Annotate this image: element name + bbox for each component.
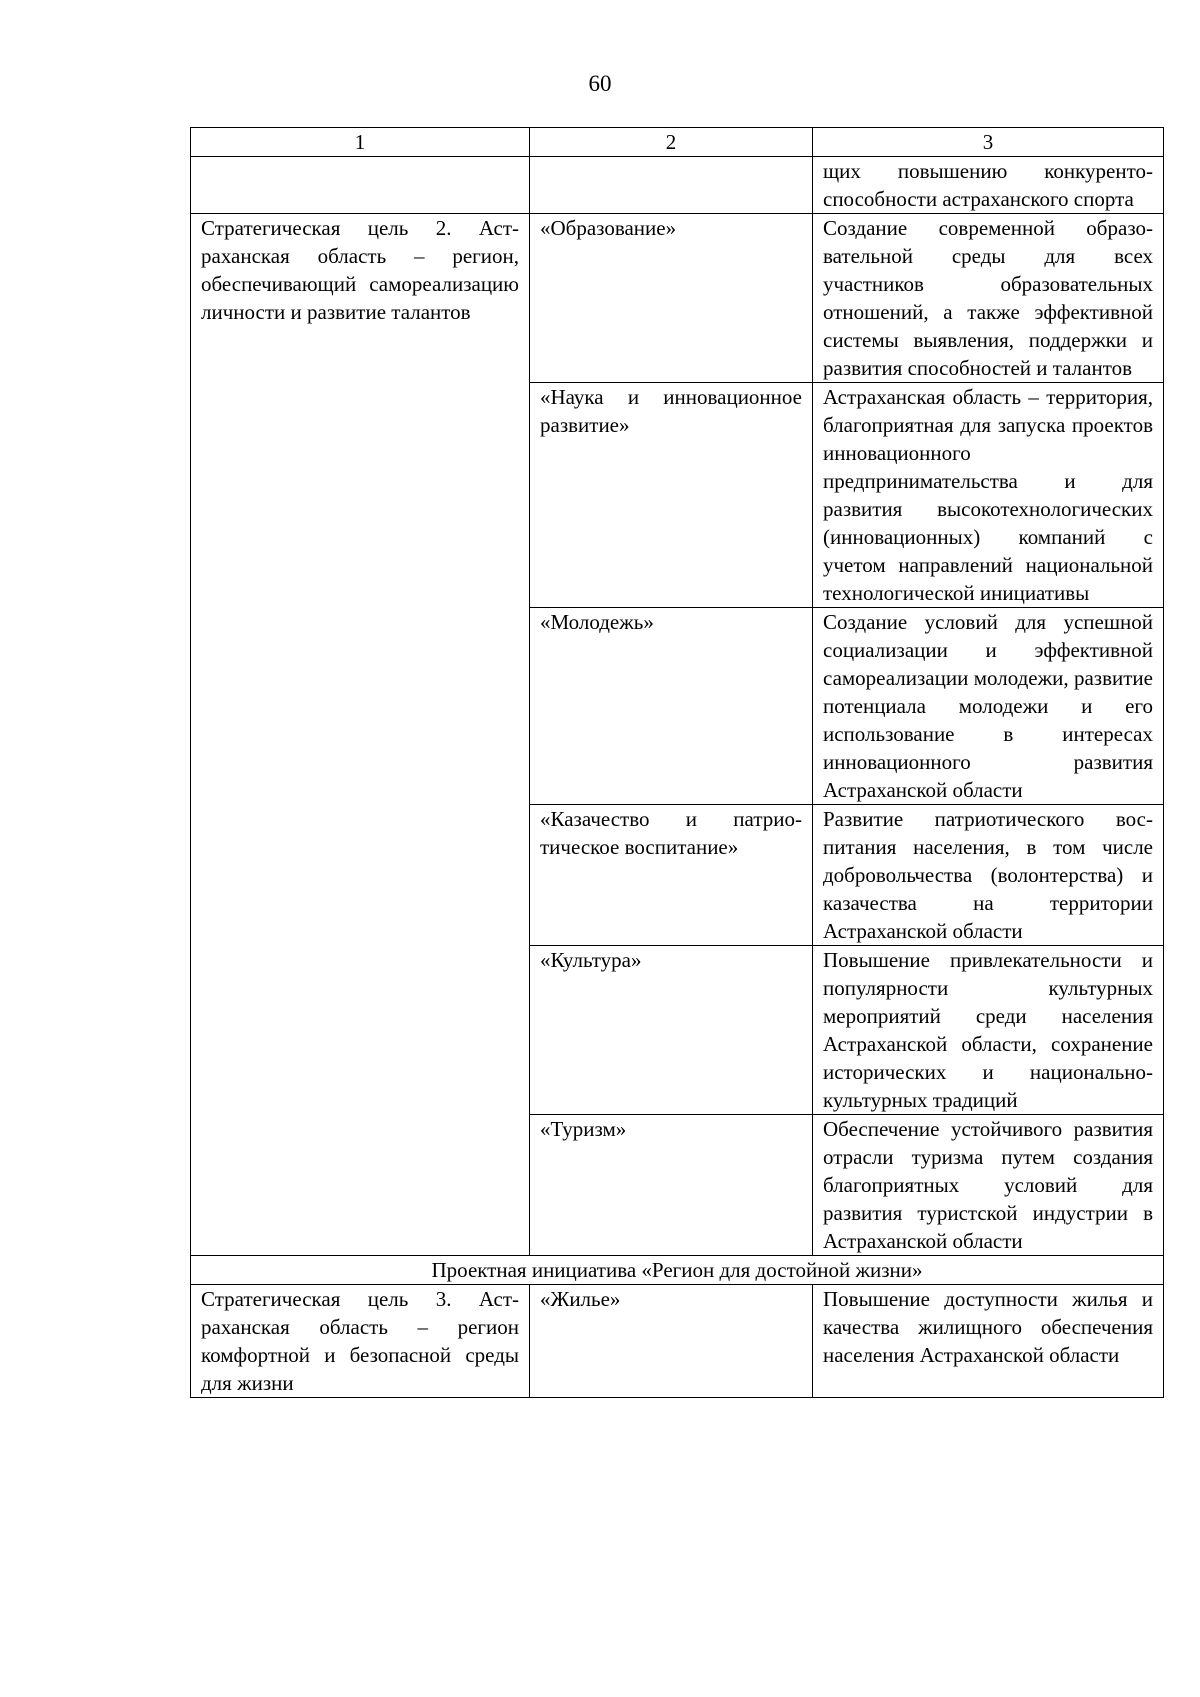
- table-row: [191, 1256, 1164, 1285]
- project-name-cell: «Образование»: [530, 214, 813, 383]
- table-row: [191, 214, 1164, 383]
- project-name-cell: «Туризм»: [530, 1115, 813, 1256]
- project-name-cell: «Жилье»: [530, 1285, 813, 1398]
- project-description-cell: Создание современной образовательной среды для всех участников образовательных отношений, а также эффективной системы выявления, поддержки и развития способностей и талантов: [813, 214, 1164, 383]
- continuation-cell: щих повышению конкурентоспособности астраханского спорта: [813, 157, 1164, 214]
- table-header-row: [191, 128, 1164, 157]
- empty-cell: [191, 157, 530, 214]
- table-row: [191, 1285, 1164, 1398]
- page-number: 60: [588, 71, 612, 96]
- strategy-table: [190, 127, 1164, 1398]
- project-description-cell: Повышение привлекательности и популярности культурных мероприятий среди населения Астраханской области, сохранение исторических и национально-культурных традиций: [813, 946, 1164, 1115]
- project-description-cell: Создание условий для успешной социализации и эффективной самореализации молодежи, развитие потенциала молодежи и его использование в интересах инновационного развития Астраханской области: [813, 608, 1164, 805]
- project-name-cell: «Наука и инновационное развитие»: [530, 383, 813, 608]
- empty-cell: [530, 157, 813, 214]
- column-header-2: 2: [530, 128, 813, 157]
- project-name-cell: «Культура»: [530, 946, 813, 1115]
- project-initiative-heading: Проектная инициатива «Регион для достойной жизни»: [191, 1256, 1164, 1285]
- table-row: [191, 157, 1164, 214]
- project-name-cell: «Казачество и патриотическое воспитание»: [530, 805, 813, 946]
- project-description-cell: Обеспечение устойчивого развития отрасли туризма путем создания благоприятных условий для развития туристской индустрии в Астраханской области: [813, 1115, 1164, 1256]
- project-description-cell: Астраханская область – территория, благоприятная для запуска проектов инновационного предпринимательства и для развития высокотехнологических (инновационных) компаний с учетом направлений национальной технологической инициативы: [813, 383, 1164, 608]
- project-description-cell: Развитие патриотического воспитания населения, в том числе добровольчества (волонтерства) и казачества на территории Астраханской области: [813, 805, 1164, 946]
- project-description-cell: Повышение доступности жилья и качества жилищного обеспечения населения Астраханской области: [813, 1285, 1164, 1398]
- strategic-goal-2-cell: Стратегическая цель 2. Астраханская область – регион, обеспечивающий самореализацию личности и развитие талантов: [191, 214, 530, 1256]
- strategic-goal-3-cell: Стратегическая цель 3. Астраханская область – регион комфортной и безопасной среды для жизни: [191, 1285, 530, 1398]
- column-header-3: 3: [813, 128, 1164, 157]
- column-header-1: 1: [191, 128, 530, 157]
- project-name-cell: «Молодежь»: [530, 608, 813, 805]
